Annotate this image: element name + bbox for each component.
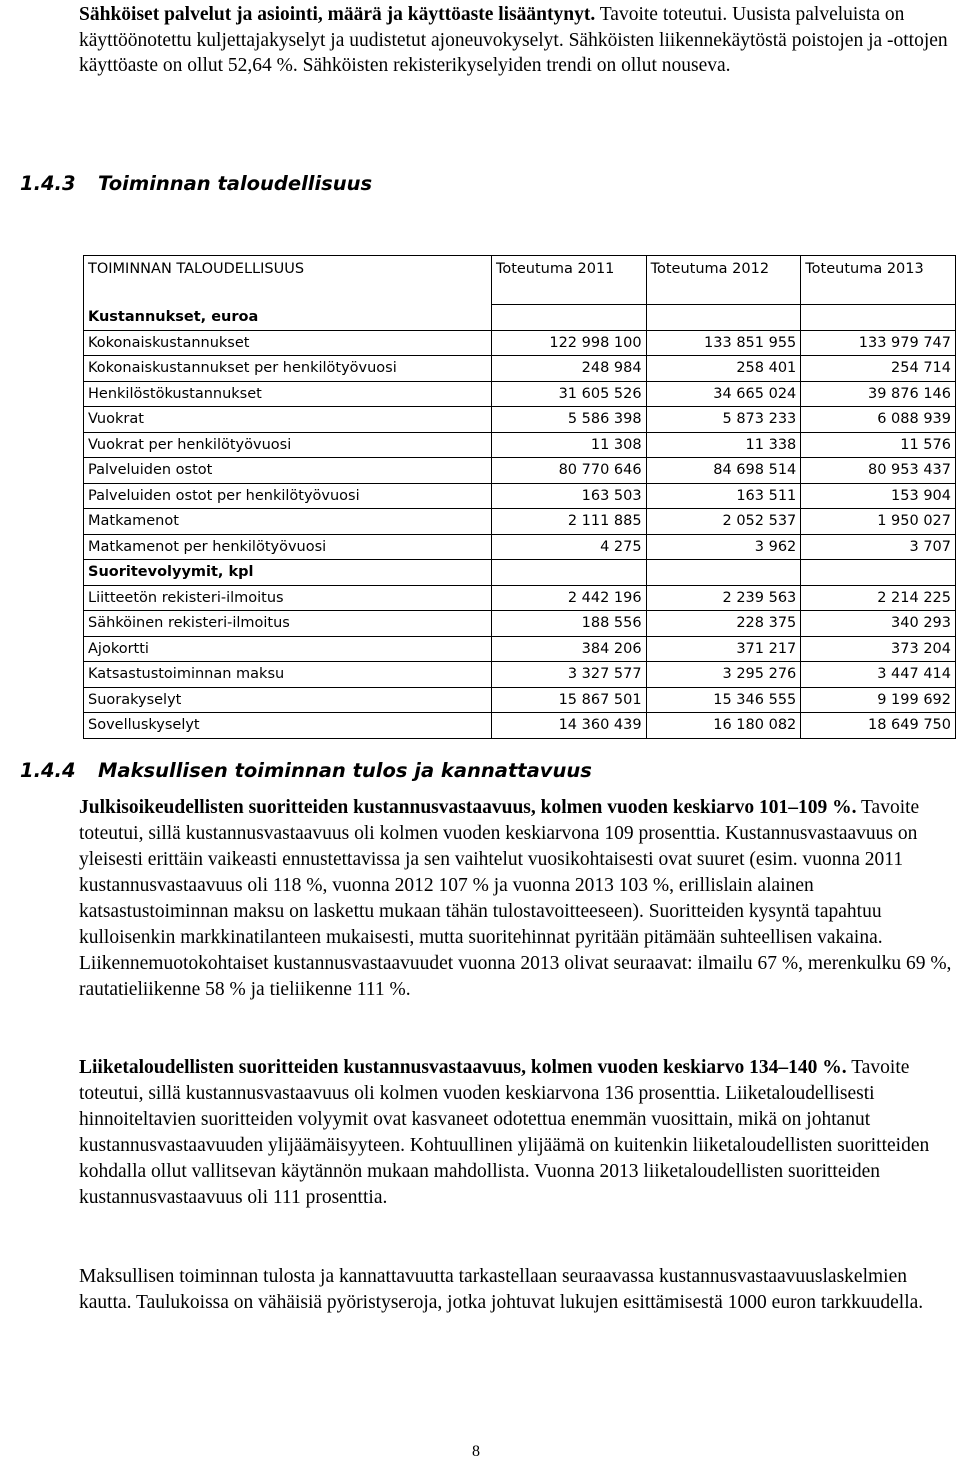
table-row [84, 611, 956, 637]
table-row [84, 636, 956, 662]
row-value: 11 308 [491, 432, 646, 458]
row-value: 371 217 [646, 636, 801, 662]
row-value: 153 904 [801, 483, 956, 509]
row-value: 248 984 [491, 356, 646, 382]
table-row [84, 330, 956, 356]
row-value: 2 214 225 [801, 585, 956, 611]
table-group-costs [84, 305, 956, 331]
intro-paragraph [79, 2, 954, 79]
row-value: 18 649 750 [801, 713, 956, 739]
paragraph-closing [79, 1264, 955, 1316]
row-value: 3 327 577 [491, 662, 646, 688]
paragraph-business-cost-recovery [79, 1055, 955, 1211]
row-label: Sovelluskyselyt [84, 713, 492, 739]
row-value: 2 239 563 [646, 585, 801, 611]
row-label: Ajokortti [84, 636, 492, 662]
section-title: Toiminnan taloudellisuus [98, 172, 373, 195]
page-number: 8 [472, 1443, 480, 1460]
row-value: 14 360 439 [491, 713, 646, 739]
row-value: 4 275 [491, 534, 646, 560]
table-row [84, 713, 956, 739]
row-value: 373 204 [801, 636, 956, 662]
row-value: 3 962 [646, 534, 801, 560]
table-row [84, 509, 956, 535]
paragraph-text: Maksullisen toiminnan tulosta ja kannattavuutta tarkastellaan seuraavassa kustannusvastaavuuslaskelmien kautta. Taulukoissa on vähäisiä pyöristyseroja, jotka johtuvat lukujen esittämisestä 1000 euron tarkkuudella. [79, 1266, 924, 1313]
row-value: 80 770 646 [491, 458, 646, 484]
row-value: 11 576 [801, 432, 956, 458]
paragraph-bold: Julkisoikeudellisten suoritteiden kustannusvastaavuus, kolmen vuoden keskiarvo 101–109 %. [79, 797, 857, 818]
empty-cell [491, 560, 646, 586]
paragraph-text: Tavoite toteutui, sillä kustannusvastaavuus oli kolmen vuoden keskiarvona 136 prosenttia. Liiketaloudellisesti hinnoiteltavien suoritteiden volyymit ovat kasvaneet odotettua enemmän vuosittain, mikä on johtanut kustannusvastaavuuden ylijäämäisyyteen. Kohtuullinen ylijäämä on kuitenkin liiketaloudellisten suoritteiden kohdalla ollut vallitsevan käytännön mukaan mahdollista. Vuonna 2013 liiketaloudellisten suoritteiden kustannusvastaavuus oli 111 prosenttia. [79, 1057, 930, 1208]
row-value: 31 605 526 [491, 381, 646, 407]
row-value: 5 873 233 [646, 407, 801, 433]
row-value: 84 698 514 [646, 458, 801, 484]
row-value: 2 111 885 [491, 509, 646, 535]
section-title: Maksullisen toiminnan tulos ja kannattavuus [98, 759, 592, 782]
table-row [84, 356, 956, 382]
row-value: 5 586 398 [491, 407, 646, 433]
empty-cell [801, 560, 956, 586]
table-row [84, 407, 956, 433]
row-value: 2 442 196 [491, 585, 646, 611]
section-number: 1.4.3 [20, 172, 76, 195]
table-row [84, 458, 956, 484]
row-value: 1 950 027 [801, 509, 956, 535]
empty-cell [646, 305, 801, 331]
row-label: Henkilöstökustannukset [84, 381, 492, 407]
row-value: 80 953 437 [801, 458, 956, 484]
section-number: 1.4.4 [20, 759, 76, 782]
paragraph-bold: Liiketaloudellisten suoritteiden kustannusvastaavuus, kolmen vuoden keskiarvo 134–140 %. [79, 1057, 847, 1078]
table-row [84, 432, 956, 458]
row-label: Suorakyselyt [84, 687, 492, 713]
group-label: Suoritevolyymit, kpl [84, 560, 492, 586]
empty-cell [646, 560, 801, 586]
row-value: 163 503 [491, 483, 646, 509]
row-value: 133 851 955 [646, 330, 801, 356]
table-row [84, 534, 956, 560]
row-label: Kokonaiskustannukset [84, 330, 492, 356]
economy-table [83, 255, 956, 739]
row-label: Vuokrat [84, 407, 492, 433]
row-value: 39 876 146 [801, 381, 956, 407]
table-row [84, 381, 956, 407]
row-value: 258 401 [646, 356, 801, 382]
row-value: 6 088 939 [801, 407, 956, 433]
row-value: 11 338 [646, 432, 801, 458]
row-label: Katsastustoiminnan maksu [84, 662, 492, 688]
row-value: 384 206 [491, 636, 646, 662]
paragraph-text: Tavoite toteutui, sillä kustannusvastaavuus oli kolmen vuoden keskiarvona 109 prosenttia. Kustannusvastaavuus on yleisesti erittäin vaikeasti ennustettavissa ja sen vaihtelut vuosikohtaisesti ovat suuret (esim. vuonna 2011 kustannusvastaavuus oli 118 %, vuonna 2012 107 % ja vuonna 2013 103 %, erillislain alainen katsastustoiminnan maksu on laskettu mukaan tähän tulostavoitteeseen). Suoritteiden kysyntä tapahtuu kulloisenkin markkinatilanteen mukaisesti, mutta suoritehinnat pyritään pitämään suhteellisen vakaina. Liikennemuotokohtaiset kustannusvastaavuudet vuonna 2013 olivat seuraavat: ilmailu 67 %, merenkulku 69 %, rautatieliikenne 58 % ja tieliikenne 111 %. [79, 797, 952, 1000]
row-value: 16 180 082 [646, 713, 801, 739]
row-label: Kokonaiskustannukset per henkilötyövuosi [84, 356, 492, 382]
row-value: 9 199 692 [801, 687, 956, 713]
row-value: 133 979 747 [801, 330, 956, 356]
row-label: Vuokrat per henkilötyövuosi [84, 432, 492, 458]
table-header-2011: Toteutuma 2011 [491, 256, 646, 305]
table-header-label: TOIMINNAN TALOUDELLISUUS [84, 256, 492, 305]
section-heading-144 [20, 759, 592, 782]
table-row [84, 687, 956, 713]
row-value: 228 375 [646, 611, 801, 637]
table-group-volumes [84, 560, 956, 586]
row-label: Matkamenot per henkilötyövuosi [84, 534, 492, 560]
group-label: Kustannukset, euroa [84, 305, 492, 331]
paragraph-public-cost-recovery [79, 795, 955, 1003]
intro-bold: Sähköiset palvelut ja asiointi, määrä ja käyttöaste lisääntynyt. [79, 4, 596, 25]
row-value: 3 707 [801, 534, 956, 560]
row-value: 188 556 [491, 611, 646, 637]
section-heading-143 [20, 172, 372, 195]
empty-cell [801, 305, 956, 331]
row-value: 122 998 100 [491, 330, 646, 356]
row-value: 15 346 555 [646, 687, 801, 713]
table-header-2013: Toteutuma 2013 [801, 256, 956, 305]
row-label: Liitteetön rekisteri-ilmoitus [84, 585, 492, 611]
table-row [84, 483, 956, 509]
empty-cell [491, 305, 646, 331]
table-row [84, 662, 956, 688]
row-value: 3 447 414 [801, 662, 956, 688]
row-label: Matkamenot [84, 509, 492, 535]
table-row [84, 585, 956, 611]
intro-text: Tavoite toteutui. Uusista palveluista on käyttöönotettu kuljettajakyselyt ja uudistetut ajoneuvokyselyt. Sähköisten liikennekäytöstä poistojen ja -ottojen käyttöaste on ollut 52,64 %. Sähköisten rekisterikyselyiden trendi on ollut nouseva. [79, 4, 948, 76]
row-label: Palveluiden ostot per henkilötyövuosi [84, 483, 492, 509]
row-value: 3 295 276 [646, 662, 801, 688]
table-header-row [84, 256, 956, 305]
row-label: Palveluiden ostot [84, 458, 492, 484]
table-header-2012: Toteutuma 2012 [646, 256, 801, 305]
row-label: Sähköinen rekisteri-ilmoitus [84, 611, 492, 637]
row-value: 15 867 501 [491, 687, 646, 713]
row-value: 340 293 [801, 611, 956, 637]
row-value: 2 052 537 [646, 509, 801, 535]
row-value: 254 714 [801, 356, 956, 382]
row-value: 163 511 [646, 483, 801, 509]
row-value: 34 665 024 [646, 381, 801, 407]
